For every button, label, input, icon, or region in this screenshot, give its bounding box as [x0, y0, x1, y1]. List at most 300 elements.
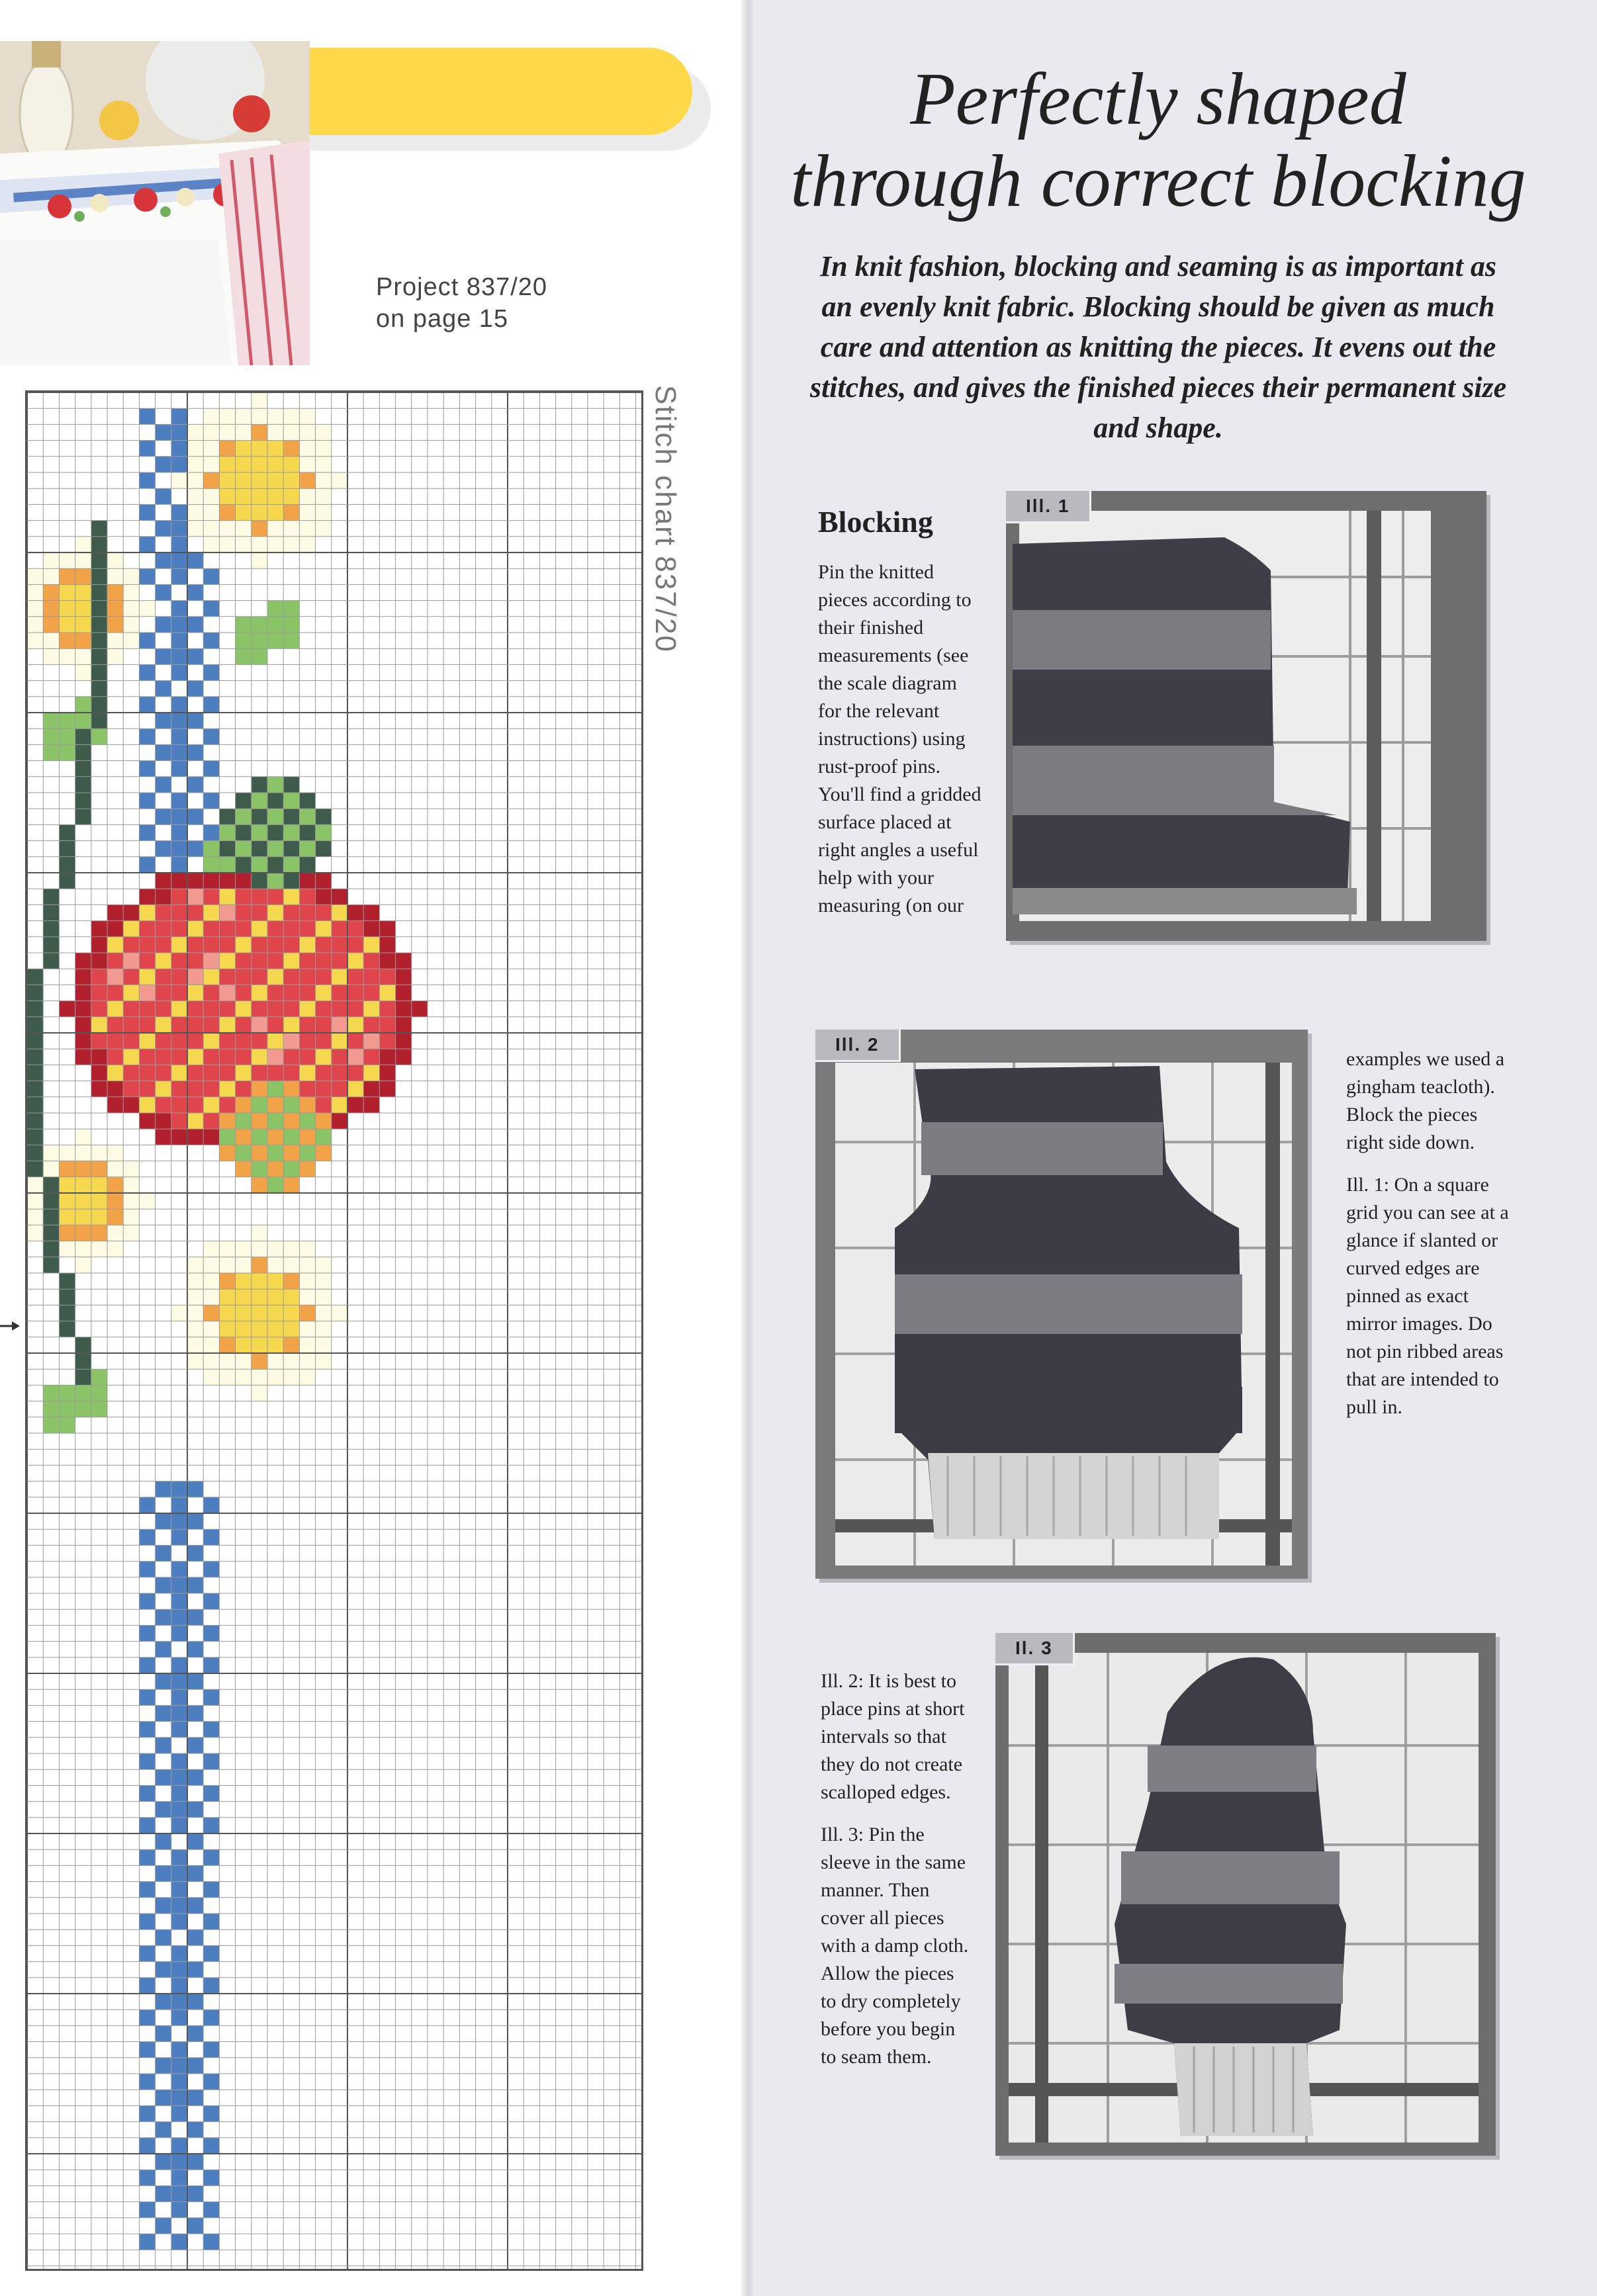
stitch-blue: [156, 1994, 171, 2009]
stitch-blue: [171, 824, 187, 840]
stitch-red: [187, 905, 203, 920]
stitch-red: [123, 1065, 139, 1081]
stitch-blue: [156, 744, 171, 760]
stitch-blue: [171, 1945, 187, 1961]
stitch-yellow: [299, 1001, 315, 1017]
project-reference: [376, 271, 547, 335]
stitch-blue: [187, 1994, 203, 2009]
stitch-light-green: [43, 729, 59, 744]
stitch-orange: [251, 1257, 267, 1273]
stitch-red: [332, 1081, 347, 1097]
stitch-blue: [203, 664, 219, 680]
stitch-dark-red: [91, 1065, 107, 1081]
stitch-blue: [203, 1849, 219, 1865]
stitch-blue: [139, 1753, 155, 1769]
stitch-cream: [236, 521, 251, 537]
stitch-yellow: [316, 985, 332, 1000]
stitch-bud: [236, 793, 251, 809]
stitch-bud: [283, 841, 299, 857]
stitch-red: [123, 1033, 139, 1049]
stitch-blue: [171, 1849, 187, 1865]
stitch-red: [363, 953, 379, 969]
stitch-blue: [203, 761, 219, 777]
stitch-dark-red: [123, 1097, 139, 1113]
stitch-dark-red: [219, 873, 235, 889]
stitch-red: [156, 1049, 171, 1065]
stitch-red: [219, 1001, 235, 1017]
stitch-cream: [219, 1353, 235, 1369]
stitch-pink: [187, 889, 203, 905]
intro-paragraph: In knit fashion, blocking and seaming is as important as an evenly knit fabric. Blocking should be given as much care and attention as knitting the pieces. It evens out the stitches, and gives the finished pieces their permanent size and shape.: [809, 250, 1507, 444]
stitch-yellow: [75, 617, 91, 633]
stitch-cream: [187, 521, 203, 537]
stitch-red: [347, 985, 363, 1000]
stitch-blue: [156, 1865, 171, 1881]
stitch-red: [203, 921, 219, 937]
stitch-dark-red: [379, 921, 395, 937]
stitch-blue: [171, 1673, 187, 1689]
stitch-dark-green: [59, 1305, 75, 1321]
stitch-blue: [156, 841, 171, 857]
stitch-blue: [156, 2025, 171, 2041]
stitch-red: [283, 937, 299, 953]
stitch-bud: [267, 809, 283, 824]
stitch-yellow: [267, 1273, 283, 1289]
stitch-cream: [43, 552, 59, 568]
stitch-blue: [187, 777, 203, 793]
stitch-blue: [171, 1769, 187, 1785]
stitch-red: [379, 1001, 395, 1017]
stitch-blue: [156, 1545, 171, 1561]
stitch-yellow: [236, 1289, 251, 1305]
stitch-red: [203, 937, 219, 953]
stitch-red: [123, 1081, 139, 1097]
stitch-blue: [171, 2105, 187, 2121]
stitch-bud: [236, 841, 251, 857]
stitch-dark-red: [379, 953, 395, 969]
stitch-dark-red: [396, 1017, 412, 1033]
stitch-red: [107, 953, 123, 969]
stitch-dark-red: [363, 921, 379, 937]
stitch-dark-red: [332, 889, 347, 905]
stitch-dark-green: [43, 1177, 59, 1193]
stitch-cream: [219, 537, 235, 552]
stitch-orange: [219, 504, 235, 520]
stitch-red: [236, 889, 251, 905]
stitch-cream: [187, 1257, 203, 1273]
stitch-dark-green: [59, 857, 75, 873]
stitch-bud: [299, 1097, 315, 1113]
stitch-dark-red: [203, 873, 219, 889]
stitch-blue: [156, 2218, 171, 2234]
stitch-yellow: [316, 1049, 332, 1065]
stitch-yellow: [283, 889, 299, 905]
stitch-dark-green: [27, 1081, 43, 1097]
stitch-orange: [107, 1193, 123, 1209]
stitch-bud: [219, 1129, 235, 1145]
stitch-red: [363, 1049, 379, 1065]
stitch-cream: [139, 1193, 155, 1209]
stitch-cream: [203, 1369, 219, 1385]
stitch-dark-red: [75, 1001, 91, 1017]
stitch-pink: [267, 1049, 283, 1065]
stitch-orange: [75, 568, 91, 584]
stitch-bud: [283, 1113, 299, 1129]
illustration-1: [1006, 491, 1486, 941]
stitch-yellow: [267, 1305, 283, 1321]
stitch-red: [187, 1097, 203, 1113]
stitch-dark-green: [91, 601, 107, 617]
stitch-dark-red: [171, 1129, 187, 1145]
stitch-dark-red: [139, 889, 155, 905]
stitch-orange: [107, 584, 123, 600]
stitch-blue: [187, 2058, 203, 2074]
stitch-cream: [75, 1129, 91, 1145]
stitch-blue: [156, 617, 171, 633]
stitch-dark-green: [43, 905, 59, 920]
stitch-yellow: [171, 1065, 187, 1081]
stitch-cream: [123, 1209, 139, 1225]
stitch-blue: [139, 1689, 155, 1705]
stitch-yellow: [332, 905, 347, 920]
stitch-blue: [203, 1945, 219, 1961]
stitch-dark-red: [91, 953, 107, 969]
stitch-blue: [171, 457, 187, 472]
stitch-dark-green: [75, 1369, 91, 1385]
stitch-blue: [171, 744, 187, 760]
stitch-red: [219, 969, 235, 985]
stitch-bud: [267, 873, 283, 889]
stitch-yellow: [347, 1017, 363, 1033]
stitch-cream: [283, 521, 299, 537]
stitch-cream: [107, 633, 123, 648]
stitch-blue: [171, 1785, 187, 1801]
stitch-red: [219, 1033, 235, 1049]
stitch-dark-green: [59, 873, 75, 889]
stitch-dark-green: [27, 1065, 43, 1081]
stitch-orange: [59, 1161, 75, 1177]
stitch-blue: [187, 648, 203, 664]
stitch-bud: [236, 1145, 251, 1161]
stitch-cream: [316, 521, 332, 537]
stitch-orange: [251, 424, 267, 440]
stitch-dark-green: [43, 921, 59, 937]
stitch-light-green: [75, 1401, 91, 1417]
stitch-cream: [251, 1385, 267, 1401]
stitch-blue: [139, 1497, 155, 1513]
stitch-yellow: [236, 488, 251, 504]
stitch-dark-red: [139, 1113, 155, 1129]
stitch-orange: [75, 1225, 91, 1241]
stitch-blue: [187, 2186, 203, 2201]
stitch-dark-green: [43, 889, 59, 905]
stitch-blue: [203, 2042, 219, 2058]
stitch-red: [171, 1033, 187, 1049]
stitch-yellow: [251, 1273, 267, 1289]
stitch-red: [203, 1049, 219, 1065]
stitch-red: [299, 985, 315, 1000]
stitch-red: [123, 969, 139, 985]
stitch-dark-green: [75, 744, 91, 760]
stitch-bud: [283, 857, 299, 873]
stitch-cream: [123, 568, 139, 584]
stitch-yellow: [59, 1193, 75, 1209]
stitch-blue: [203, 1722, 219, 1738]
stitch-blue: [171, 2009, 187, 2025]
headline-line2: through correct blocking: [790, 140, 1526, 222]
stitch-cream: [91, 1241, 107, 1257]
stitch-cream: [283, 537, 299, 552]
ill1-caption: [1346, 1171, 1512, 1421]
stitch-yellow: [75, 1193, 91, 1209]
stitch-yellow: [347, 953, 363, 969]
stitch-yellow: [219, 1017, 235, 1033]
stitch-yellow: [267, 1033, 283, 1049]
stitch-blue: [171, 1898, 187, 1914]
stitch-blue: [171, 809, 187, 824]
stitch-bud: [316, 824, 332, 840]
stitch-blue: [156, 681, 171, 697]
stitch-cream: [267, 1257, 283, 1273]
stitch-blue: [156, 488, 171, 504]
stitch-blue: [139, 633, 155, 648]
stitch-blue: [156, 713, 171, 729]
stitch-yellow: [236, 1273, 251, 1289]
stitch-cream: [267, 408, 283, 424]
stitch-cream: [123, 1161, 139, 1177]
stitch-red: [139, 1017, 155, 1033]
stitch-red: [267, 921, 283, 937]
stitch-yellow: [363, 937, 379, 953]
stitch-yellow: [267, 905, 283, 920]
stitch-blue: [203, 633, 219, 648]
illustration-1-image: [1006, 491, 1486, 941]
stitch-blue: [171, 1657, 187, 1673]
stitch-cream: [107, 648, 123, 664]
stitch-red: [139, 1065, 155, 1081]
stitch-dark-red: [75, 1033, 91, 1049]
stitch-red: [156, 1033, 171, 1049]
stitch-red: [156, 985, 171, 1000]
stitch-red: [156, 921, 171, 937]
stitch-yellow: [187, 921, 203, 937]
project-reference-line1: Project 837/20: [376, 273, 548, 301]
stitch-cream: [219, 1241, 235, 1257]
stitch-cream: [123, 584, 139, 600]
stitch-bud: [219, 824, 235, 840]
stitch-cream: [236, 1257, 251, 1273]
stitch-yellow: [236, 937, 251, 953]
stitch-cream: [203, 537, 219, 552]
stitch-blue: [139, 1914, 155, 1929]
stitch-yellow: [316, 921, 332, 937]
stitch-yellow: [236, 1065, 251, 1081]
stitch-dark-green: [91, 664, 107, 680]
stitch-red: [379, 1033, 395, 1049]
stitch-blue: [139, 568, 155, 584]
stitch-dark-red: [396, 953, 412, 969]
stitch-dark-green: [75, 1353, 91, 1369]
stitch-cream: [59, 1241, 75, 1257]
stitch-cream: [267, 521, 283, 537]
project-photo: [0, 41, 310, 365]
stitch-orange: [283, 441, 299, 457]
stitch-dark-red: [107, 921, 123, 937]
stitch-light-green: [283, 601, 299, 617]
stitch-blue: [171, 1802, 187, 1818]
stitch-blue: [171, 1577, 187, 1593]
stitch-blue: [156, 1673, 171, 1689]
stitch-yellow: [363, 1065, 379, 1081]
blocking-right-column: [1346, 1045, 1512, 1421]
stitch-blue: [187, 1865, 203, 1881]
stitch-yellow: [123, 985, 139, 1000]
stitch-blue: [203, 2009, 219, 2025]
stitch-light-green: [91, 1401, 107, 1417]
stitch-red: [156, 969, 171, 985]
stitch-red: [171, 905, 187, 920]
stitch-cream: [187, 1273, 203, 1289]
stitch-dark-red: [347, 905, 363, 920]
stitch-red: [316, 937, 332, 953]
stitch-cream: [251, 1225, 267, 1241]
stitch-cream: [75, 552, 91, 568]
stitch-cream: [299, 457, 315, 472]
stitch-red: [236, 1033, 251, 1049]
stitch-cream: [91, 1145, 107, 1161]
page-headline: [774, 58, 1542, 222]
stitch-cream: [267, 1353, 283, 1369]
stitch-cream: [203, 1273, 219, 1289]
stitch-dark-green: [75, 761, 91, 777]
stitch-dark-red: [91, 1081, 107, 1097]
stitch-cream: [236, 1353, 251, 1369]
illustration-1-label: Ill. 1: [1006, 491, 1091, 523]
stitch-cream: [316, 1289, 332, 1305]
stitch-cream: [187, 424, 203, 440]
stitch-blue: [156, 2122, 171, 2138]
stitch-bud: [316, 841, 332, 857]
stitch-dark-red: [396, 985, 412, 1000]
stitch-blue: [203, 1785, 219, 1801]
stitch-orange: [75, 1161, 91, 1177]
stitch-bud: [283, 873, 299, 889]
stitch-dark-red: [363, 1081, 379, 1097]
stitch-bud: [251, 793, 267, 809]
stitch-yellow: [347, 1081, 363, 1097]
stitch-cream: [316, 488, 332, 504]
stitch-pink: [187, 969, 203, 985]
stitch-blue: [156, 584, 171, 600]
stitch-cream: [187, 472, 203, 488]
stitch-red: [123, 937, 139, 953]
stitch-dark-green: [27, 1001, 43, 1017]
stitch-yellow: [283, 1305, 299, 1321]
stitch-red: [236, 1081, 251, 1097]
stitch-orange: [107, 601, 123, 617]
stitch-dark-red: [75, 1017, 91, 1033]
stitch-yellow: [283, 1017, 299, 1033]
stitch-dark-red: [75, 1049, 91, 1065]
stitch-red: [203, 1017, 219, 1033]
stitch-bud: [283, 1081, 299, 1097]
stitch-cream: [139, 601, 155, 617]
stitch-red: [251, 937, 267, 953]
stitch-bud: [267, 841, 283, 857]
stitch-blue: [187, 584, 203, 600]
stitch-cream: [316, 441, 332, 457]
stitch-dark-green: [75, 793, 91, 809]
stitch-yellow: [251, 921, 267, 937]
stitch-dark-red: [412, 1001, 428, 1017]
stitch-bud: [219, 1113, 235, 1129]
stitch-blue: [171, 2058, 187, 2074]
stitch-dark-red: [236, 873, 251, 889]
stitch-red: [236, 969, 251, 985]
stitch-blue: [171, 1705, 187, 1721]
stitch-yellow: [251, 441, 267, 457]
stitch-blue: [139, 504, 155, 520]
stitch-yellow: [75, 1177, 91, 1193]
stitch-blue: [203, 1562, 219, 1577]
ill3-caption-text: Pin the sleeve in the same manner. Then cover all pieces with a damp cloth. Allow the pieces to dry completely before you begin to seam them.: [821, 1824, 969, 2068]
stitch-blue: [187, 2218, 203, 2234]
stitch-red: [316, 1001, 332, 1017]
stitch-red: [236, 921, 251, 937]
stitch-cream: [316, 1273, 332, 1289]
stitch-red: [171, 1097, 187, 1113]
stitch-red: [316, 969, 332, 985]
stitch-blue: [171, 617, 187, 633]
stitch-blue: [139, 2009, 155, 2025]
stitch-dark-green: [43, 937, 59, 953]
stitch-dark-red: [156, 1129, 171, 1145]
stitch-blue: [203, 2234, 219, 2250]
stitch-red: [91, 969, 107, 985]
stitch-cream: [27, 633, 43, 648]
stitch-blue: [187, 713, 203, 729]
stitch-cream: [283, 424, 299, 440]
stitch-red: [171, 1081, 187, 1097]
stitch-dark-red: [299, 873, 315, 889]
stitch-red: [156, 1001, 171, 1017]
stitch-cream: [283, 1353, 299, 1369]
stitch-cream: [219, 1257, 235, 1273]
stitch-red: [267, 1065, 283, 1081]
stitch-blue: [187, 1481, 203, 1497]
stitch-red: [236, 1049, 251, 1065]
stitch-blue: [187, 1705, 203, 1721]
center-arrow-icon: [0, 1319, 20, 1333]
stitch-cream: [203, 521, 219, 537]
stitch-red: [107, 1033, 123, 1049]
stitch-blue: [171, 1914, 187, 1929]
stitch-blue: [171, 2154, 187, 2170]
stitch-bud: [251, 873, 267, 889]
stitch-blue: [171, 1753, 187, 1769]
stitch-cream: [251, 1241, 267, 1257]
stitch-red: [283, 969, 299, 985]
stitch-cream: [59, 552, 75, 568]
stitch-orange: [251, 521, 267, 537]
stitch-red: [219, 921, 235, 937]
stitch-light-green: [59, 1385, 75, 1401]
stitch-cream: [219, 1369, 235, 1385]
stitch-yellow: [251, 1321, 267, 1337]
stitch-yellow: [187, 1049, 203, 1065]
stitch-cream: [203, 1257, 219, 1273]
stitch-dark-red: [91, 937, 107, 953]
